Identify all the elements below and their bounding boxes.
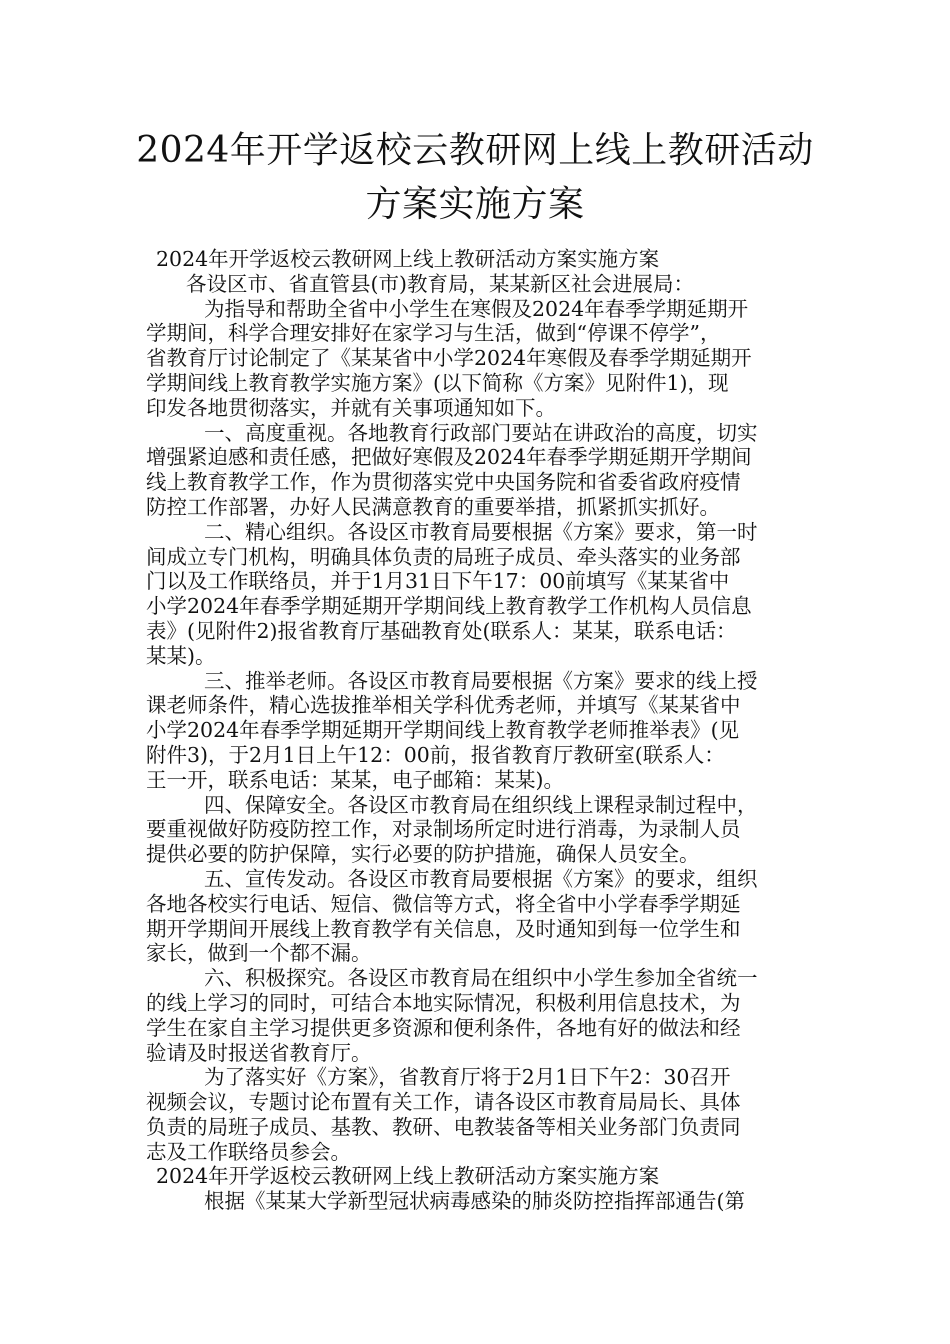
body-text-line: 期开学期间开展线上教育教学有关信息，及时通知到每一位学生和 — [146, 916, 741, 941]
body-text-line: 负责的局班子成员、基教、教研、电教装备等相关业务部门负责同 — [146, 1114, 741, 1139]
body-text-line: 视频会议，专题讨论布置有关工作，请各设区市教育局局长、具体 — [146, 1090, 741, 1115]
body-text-line: 六、积极探究。各设区市教育局在组织中小学生参加全省统一 — [204, 966, 758, 991]
document-title-line-2: 方案实施方案 — [365, 184, 585, 225]
body-text-line: 小学2024年春季学期延期开学期间线上教育教学老师推举表》(见 — [146, 718, 740, 743]
body-text-line: 家长，做到一个都不漏。 — [146, 941, 372, 966]
body-text-line: 为了落实好《方案》，省教育厅将于2月1日下午2：30召开 — [204, 1065, 731, 1090]
body-text-line: 二、精心组织。各设区市教育局要根据《方案》要求，第一时 — [204, 519, 758, 544]
body-text-line: 印发各地贯彻落实，并就有关事项通知如下。 — [146, 395, 556, 420]
body-text-line: 间成立专门机构，明确具体负责的局班子成员、牵头落实的业务部 — [146, 544, 741, 569]
document-body — [146, 247, 806, 1214]
body-text-line: 防控工作部署，办好人民满意教育的重要举措，抓紧抓实抓好。 — [146, 494, 720, 519]
body-text-line: 学期间，科学合理安排好在家学习与生活，做到“停课不停学”， — [146, 321, 721, 346]
body-text-line: 验请及时报送省教育厅。 — [146, 1040, 372, 1065]
body-text-line: 附件3)，于2月1日上午12：00前，报省教育厅教研室(联系人： — [146, 742, 725, 767]
body-text-line: 表》(见附件2)报省教育厅基础教育处(联系人：某某，联系电话： — [146, 618, 737, 643]
body-text-line: 一、高度重视。各地教育行政部门要站在讲政治的高度，切实 — [204, 420, 758, 445]
body-text-line: 提供必要的防护保障，实行必要的防护措施，确保人员安全。 — [146, 842, 700, 867]
body-text-line: 省教育厅讨论制定了《某某省中小学2024年寒假及春季学期延期开 — [146, 346, 752, 371]
body-text-line: 根据《某某大学新型冠状病毒感染的肺炎防控指挥部通告(第 — [204, 1189, 745, 1214]
body-text-line: 学期间线上教育教学实施方案》(以下简称《方案》见附件1)，现 — [146, 370, 729, 395]
body-text-line: 门以及工作联络员，并于1月31日下午17：00前填写《某某省中 — [146, 569, 730, 594]
body-text-line: 学生在家自主学习提供更多资源和便利条件，各地有好的做法和经 — [146, 1015, 741, 1040]
body-text-line: 各设区市、省直管县(市)教育局，某某新区社会进展局： — [186, 271, 694, 296]
body-text-line: 某某)。 — [146, 643, 216, 668]
body-text-line: 三、推举老师。各设区市教育局要根据《方案》要求的线上授 — [204, 668, 758, 693]
body-text-line: 四、保障安全。各设区市教育局在组织线上课程录制过程中， — [204, 792, 758, 817]
body-text-line: 增强紧迫感和责任感，把做好寒假及2024年春季学期延期开学期间 — [146, 445, 752, 470]
body-text-line: 2024年开学返校云教研网上线上教研活动方案实施方案 — [156, 1164, 660, 1189]
body-text-line: 的线上学习的同时，可结合本地实际情况，积极利用信息技术，为 — [146, 990, 741, 1015]
body-text-line: 2024年开学返校云教研网上线上教研活动方案实施方案 — [156, 247, 660, 271]
body-text-line: 五、宣传发动。各设区市教育局要根据《方案》的要求，组织 — [204, 866, 758, 891]
body-text-line: 小学2024年春季学期延期开学期间线上教育教学工作机构人员信息 — [146, 594, 752, 619]
body-text-line: 王一开，联系电话：某某，电子邮箱：某某)。 — [146, 767, 564, 792]
body-text-line: 要重视做好防疫防控工作，对录制场所定时进行消毒，为录制人员 — [146, 817, 741, 842]
body-text-line: 志及工作联络员参会。 — [146, 1139, 351, 1164]
document-title — [60, 124, 890, 232]
body-text-line: 各地各校实行电话、短信、微信等方式，将全省中小学春季学期延 — [146, 891, 741, 916]
body-text-line: 线上教育教学工作，作为贯彻落实党中央国务院和省委省政府疫情 — [146, 470, 741, 495]
body-text-line: 课老师条件，精心选拔推举相关学科优秀老师，并填写《某某省中 — [146, 693, 741, 718]
document-title-line-1: 2024年开学返校云教研网上线上教研活动 — [136, 130, 814, 171]
body-text-line: 为指导和帮助全省中小学生在寒假及2024年春季学期延期开 — [204, 296, 749, 321]
